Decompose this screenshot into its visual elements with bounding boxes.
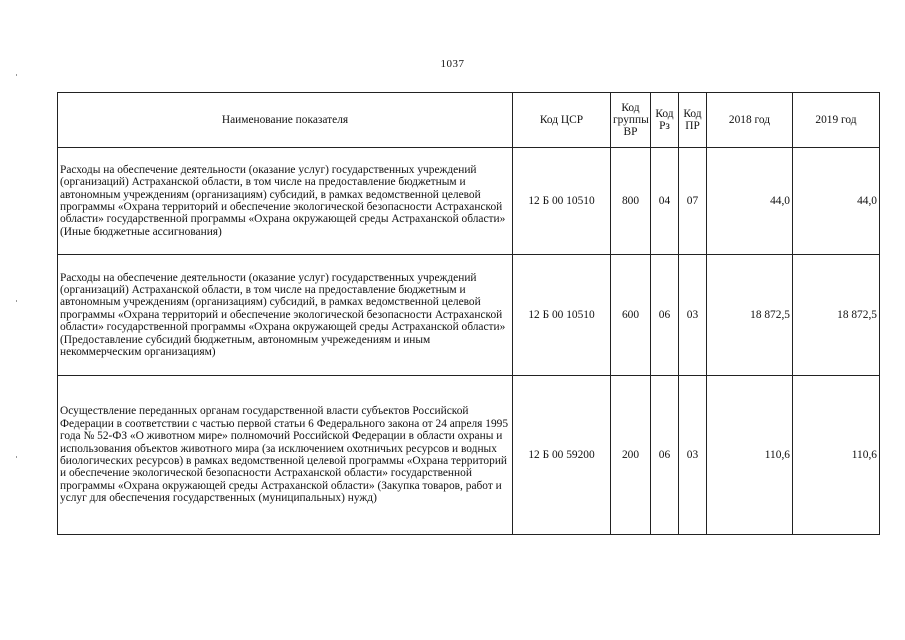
row-name: Осуществление переданных органам государственной власти субъектов Российской Федерации в соответствии с частью первой статьи 6 Федерального закона от 24 апреля 1995 года № 52-ФЗ «О животном мире» полномочий Российской Федерации в области охраны и использования объектов животного мира (за исключением охотничьих ресурсов и водных биологических ресурсов) в рамках ведомственной целевой программы «Охрана территорий и обеспечение экологической безопасности Астраханской области» государственной программы «Охрана окружающей среды Астраханской области» (Закупка товаров, работ и услуг для обеспечения государственных (муниципальных) нужд) <box>58 376 513 535</box>
row-2019: 44,0 <box>793 148 880 255</box>
header-csr: Код ЦСР <box>513 93 611 148</box>
row-csr: 12 Б 00 10510 <box>513 255 611 376</box>
table-header-row <box>58 93 880 148</box>
row-2018: 110,6 <box>707 376 793 535</box>
row-rz: 06 <box>651 376 679 535</box>
row-rz: 04 <box>651 148 679 255</box>
table-row <box>58 148 880 255</box>
row-2019: 110,6 <box>793 376 880 535</box>
budget-table <box>57 92 880 535</box>
header-rz: Код Рз <box>651 93 679 148</box>
row-2018: 44,0 <box>707 148 793 255</box>
row-pr: 03 <box>679 376 707 535</box>
header-kvr: Код группы ВР <box>611 93 651 148</box>
row-pr: 03 <box>679 255 707 376</box>
header-2018: 2018 год <box>707 93 793 148</box>
scan-mark <box>16 300 17 302</box>
header-2019: 2019 год <box>793 93 880 148</box>
scan-mark <box>16 456 17 458</box>
row-2019: 18 872,5 <box>793 255 880 376</box>
header-pr: Код ПР <box>679 93 707 148</box>
page-number: 1037 <box>440 58 465 70</box>
row-kvr: 200 <box>611 376 651 535</box>
table-row <box>58 376 880 535</box>
table-row <box>58 255 880 376</box>
row-kvr: 600 <box>611 255 651 376</box>
row-2018: 18 872,5 <box>707 255 793 376</box>
row-name: Расходы на обеспечение деятельности (оказание услуг) государственных учреждений (организаций) Астраханской области, в том числе на предоставление бюджетным и автономным учреждениям (организациям) субсидий, в рамках ведомственной целевой программы «Охрана территорий и обеспечение экологической безопасности Астраханской области» государственной программы «Охрана окружающей среды Астраханской области» (Иные бюджетные ассигнования) <box>58 148 513 255</box>
header-name: Наименование показателя <box>58 93 513 148</box>
scan-mark <box>16 74 17 76</box>
row-pr: 07 <box>679 148 707 255</box>
row-csr: 12 Б 00 10510 <box>513 148 611 255</box>
row-rz: 06 <box>651 255 679 376</box>
row-kvr: 800 <box>611 148 651 255</box>
row-name: Расходы на обеспечение деятельности (оказание услуг) государственных учреждений (организаций) Астраханской области, в том числе на предоставление бюджетным и автономным учреждениям (организациям) субсидий, в рамках ведомственной целевой программы «Охрана территорий и обеспечение экологической безопасности Астраханской области» государственной программы «Охрана окружающей среды Астраханской области» (Предоставление субсидий бюджетным, автономным учрежедениям и иным некоммерческим организациям) <box>58 255 513 376</box>
row-csr: 12 Б 00 59200 <box>513 376 611 535</box>
